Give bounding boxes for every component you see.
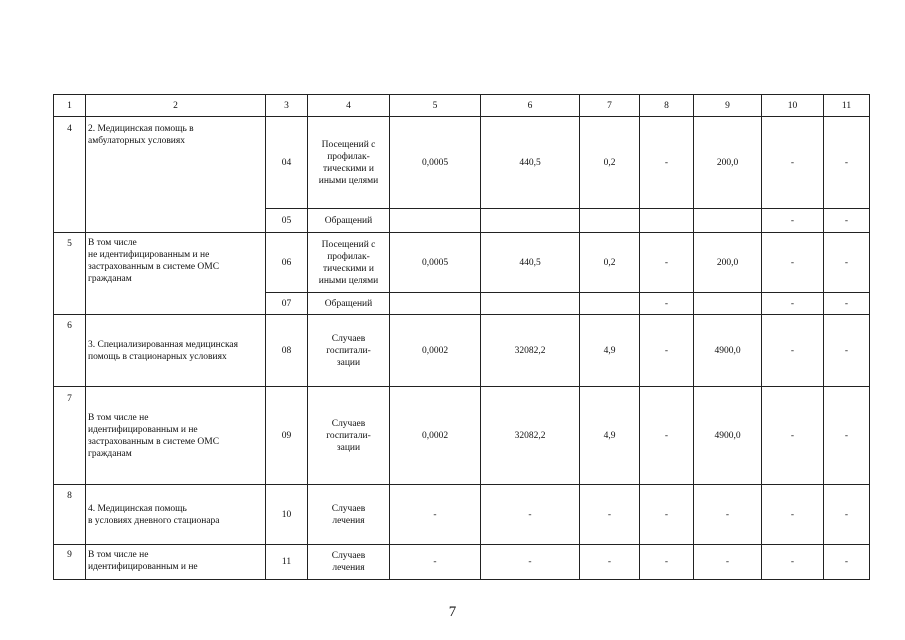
row-number-cell xyxy=(54,545,86,580)
value-cell: - xyxy=(640,315,694,387)
value-cell: - xyxy=(694,545,762,580)
value-cell: 0,2 xyxy=(580,233,640,293)
header-row xyxy=(54,95,870,117)
code-cell: 09 xyxy=(266,387,308,485)
value-cell: - xyxy=(640,545,694,580)
header-cell: 4 xyxy=(308,95,390,117)
value-cell: 0,0005 xyxy=(390,233,481,293)
header-cell: 7 xyxy=(580,95,640,117)
data-table xyxy=(53,94,870,580)
value-cell: - xyxy=(762,387,824,485)
value-cell xyxy=(481,293,580,315)
value-cell: - xyxy=(640,485,694,545)
row-name-cell xyxy=(86,387,266,485)
row-name: В том числе не идентифицированным и не застрахованным в системе ОМС гражданам xyxy=(88,412,220,459)
unit-text: Случаев госпитали- зации xyxy=(326,418,371,453)
unit-cell xyxy=(308,233,390,293)
row-name: 3. Специализированная медицинская помощь в стационарных условиях xyxy=(88,339,239,362)
value-cell: - xyxy=(824,117,870,209)
row-name: В том числе не идентифицированным и не застрахованным в системе ОМС гражданам xyxy=(88,238,220,284)
value-cell: - xyxy=(762,485,824,545)
header-cell: 1 xyxy=(54,95,86,117)
value-cell: 440,5 xyxy=(481,233,580,293)
table-row xyxy=(54,387,870,485)
table-row xyxy=(54,485,870,545)
row-name-cell xyxy=(86,485,266,545)
value-cell: - xyxy=(481,485,580,545)
row-name-cell xyxy=(86,545,266,580)
value-cell: - xyxy=(640,117,694,209)
row-number: 6 xyxy=(67,321,72,331)
value-cell xyxy=(580,209,640,233)
row-name-cell xyxy=(86,117,266,233)
value-cell: 0,0002 xyxy=(390,387,481,485)
table-row xyxy=(54,545,870,580)
unit-cell xyxy=(308,117,390,209)
row-number-cell xyxy=(54,315,86,387)
code-cell: 05 xyxy=(266,209,308,233)
value-cell: 0,0002 xyxy=(390,315,481,387)
value-cell: - xyxy=(762,293,824,315)
row-number-cell xyxy=(54,485,86,545)
value-cell: - xyxy=(824,293,870,315)
row-name-cell xyxy=(86,233,266,315)
unit-cell xyxy=(308,485,390,545)
value-cell: 440,5 xyxy=(481,117,580,209)
value-cell xyxy=(580,293,640,315)
unit-text: Случаев лечения xyxy=(331,503,366,526)
header-cell: 5 xyxy=(390,95,481,117)
unit-cell: Обращений xyxy=(308,293,390,315)
value-cell: - xyxy=(640,293,694,315)
value-cell: - xyxy=(481,545,580,580)
header-cell: 9 xyxy=(694,95,762,117)
unit-text: Случаев лечения xyxy=(331,551,366,573)
header-cell: 10 xyxy=(762,95,824,117)
value-cell: 4900,0 xyxy=(694,315,762,387)
value-cell xyxy=(390,293,481,315)
unit-cell xyxy=(308,315,390,387)
value-cell: 200,0 xyxy=(694,233,762,293)
value-cell: - xyxy=(762,209,824,233)
value-cell: - xyxy=(824,485,870,545)
code-cell: 06 xyxy=(266,233,308,293)
value-cell: - xyxy=(824,545,870,580)
value-cell xyxy=(640,209,694,233)
value-cell: - xyxy=(580,485,640,545)
header-cell: 6 xyxy=(481,95,580,117)
value-cell: - xyxy=(762,117,824,209)
value-cell: 32082,2 xyxy=(481,387,580,485)
value-cell: - xyxy=(694,485,762,545)
row-number-cell xyxy=(54,233,86,315)
unit-text: Посещений с профилак- тическими и иными целями xyxy=(318,239,379,286)
value-cell xyxy=(694,293,762,315)
table-row xyxy=(54,315,870,387)
row-number: 9 xyxy=(67,550,72,560)
unit-text: Посещений с профилак- тическими и иными целями xyxy=(318,139,379,186)
unit-cell: Обращений xyxy=(308,209,390,233)
value-cell: - xyxy=(640,387,694,485)
page-number: 7 xyxy=(448,604,457,620)
row-number-cell xyxy=(54,117,86,233)
row-number: 8 xyxy=(67,491,72,501)
value-cell: 32082,2 xyxy=(481,315,580,387)
value-cell: - xyxy=(580,545,640,580)
table-row xyxy=(54,233,870,293)
code-cell: 10 xyxy=(266,485,308,545)
code-cell: 08 xyxy=(266,315,308,387)
row-name: 2. Медицинская помощь в амбулаторных условиях xyxy=(88,124,194,146)
unit-text: Случаев госпитали- зации xyxy=(326,333,371,368)
value-cell: - xyxy=(390,545,481,580)
header-cell: 11 xyxy=(824,95,870,117)
unit-cell xyxy=(308,545,390,580)
row-number-cell xyxy=(54,387,86,485)
value-cell: - xyxy=(762,233,824,293)
value-cell: - xyxy=(390,485,481,545)
value-cell xyxy=(390,209,481,233)
row-name-cell xyxy=(86,315,266,387)
value-cell: - xyxy=(824,233,870,293)
value-cell: - xyxy=(824,209,870,233)
value-cell: - xyxy=(762,545,824,580)
value-cell: - xyxy=(824,387,870,485)
code-cell: 04 xyxy=(266,117,308,209)
table-row xyxy=(54,117,870,209)
value-cell xyxy=(694,209,762,233)
header-cell: 3 xyxy=(266,95,308,117)
header-cell: 2 xyxy=(86,95,266,117)
value-cell xyxy=(481,209,580,233)
value-cell: 4900,0 xyxy=(694,387,762,485)
header-cell: 8 xyxy=(640,95,694,117)
code-cell: 07 xyxy=(266,293,308,315)
value-cell: 0,2 xyxy=(580,117,640,209)
value-cell: 4,9 xyxy=(580,315,640,387)
value-cell: 0,0005 xyxy=(390,117,481,209)
value-cell: - xyxy=(762,315,824,387)
row-number: 4 xyxy=(67,124,72,134)
row-name: 4. Медицинская помощь в условиях дневного стационара xyxy=(88,503,220,526)
value-cell: - xyxy=(824,315,870,387)
value-cell: 200,0 xyxy=(694,117,762,209)
value-cell: 4,9 xyxy=(580,387,640,485)
row-number: 5 xyxy=(67,239,72,249)
value-cell: - xyxy=(640,233,694,293)
row-number: 7 xyxy=(67,394,72,404)
row-name: В том числе не идентифицированным и не xyxy=(88,550,198,572)
unit-cell xyxy=(308,387,390,485)
code-cell: 11 xyxy=(266,545,308,580)
